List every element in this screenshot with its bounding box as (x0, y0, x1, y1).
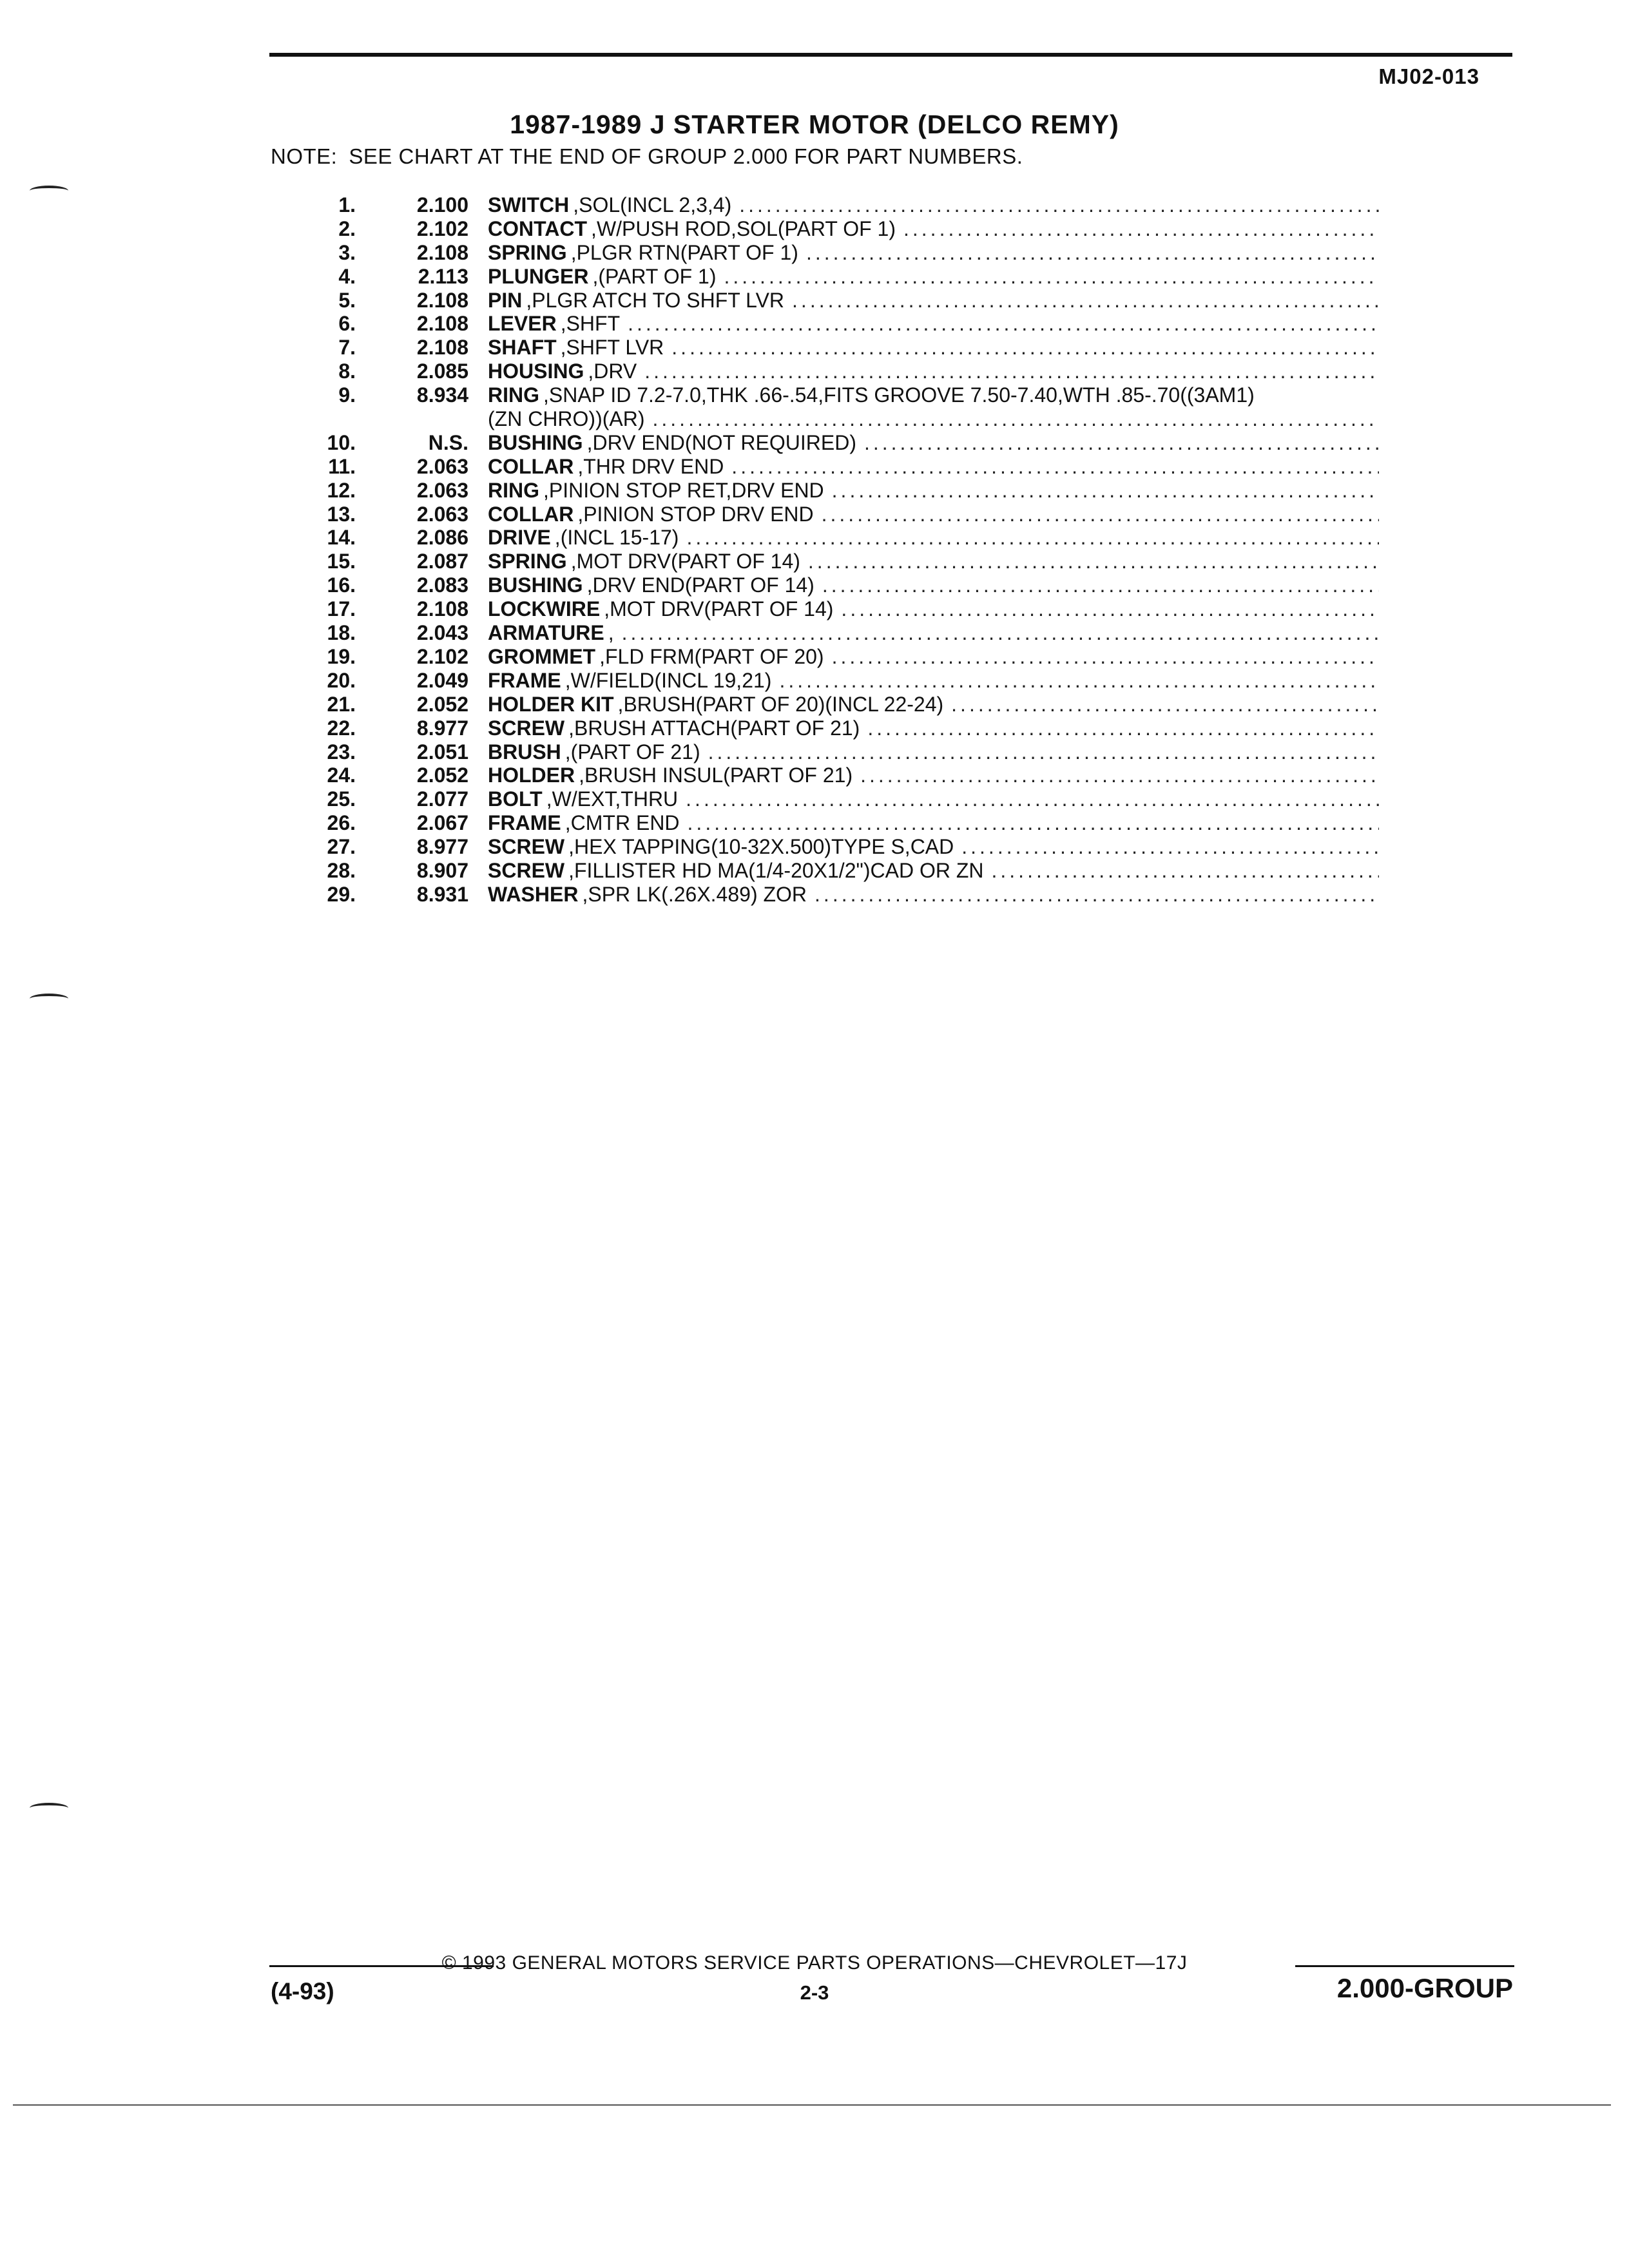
part-spec: ,SHFT LVR (560, 336, 664, 360)
group-number: 2.086 (416, 526, 468, 550)
dot-leader (731, 455, 1379, 479)
part-row (284, 312, 1379, 336)
group-number: 2.049 (416, 668, 468, 692)
dot-leader (832, 645, 1379, 669)
dot-leader (806, 241, 1379, 265)
dot-leader (808, 550, 1379, 573)
parts-list (284, 193, 1379, 907)
part-number: 7. (338, 336, 356, 360)
group-number: 2.051 (416, 740, 468, 764)
part-spec: ,BRUSH(PART OF 20)(INCL 22-24) (617, 692, 944, 716)
part-row (284, 693, 1379, 716)
part-number: 17. (327, 597, 356, 621)
dot-leader (860, 764, 1379, 787)
part-spec: ,PLGR ATCH TO SHFT LVR (526, 288, 785, 312)
part-name: HOUSING (488, 360, 584, 383)
part-spec: ,BRUSH INSUL(PART OF 21) (579, 764, 853, 787)
part-row (284, 716, 1379, 740)
dot-leader (867, 716, 1379, 740)
part-spec: ,SNAP ID 7.2-7.0,THK .66-.54,FITS GROOVE 7.50-7.40,WTH .85-.70((3AM1) (543, 383, 1255, 407)
group-number: 2.108 (416, 240, 468, 264)
part-description (488, 431, 1379, 455)
dot-leader (961, 835, 1379, 859)
group-number: 2.063 (416, 478, 468, 502)
part-row (284, 550, 1379, 573)
dot-leader (671, 336, 1379, 360)
part-description (488, 716, 1379, 740)
part-row (284, 835, 1379, 859)
part-number: 3. (338, 240, 356, 264)
part-number: 10. (327, 430, 356, 454)
dot-leader (644, 360, 1379, 383)
group-number: 8.977 (416, 716, 468, 740)
group-number: 2.063 (416, 454, 468, 478)
part-name: HOLDER (488, 764, 575, 787)
part-row (284, 621, 1379, 645)
part-number: 9. (338, 383, 356, 407)
part-description (488, 740, 1379, 764)
part-description (488, 859, 1379, 883)
part-spec: ,MOT DRV(PART OF 14) (570, 550, 800, 573)
part-spec: ,SPR LK(.26X.489) ZOR (582, 882, 807, 906)
dot-leader (724, 265, 1379, 289)
part-number: 18. (327, 621, 356, 645)
part-number: 25. (327, 787, 356, 811)
dot-leader (992, 859, 1380, 883)
part-row (284, 503, 1379, 526)
part-spec: ,(PART OF 1) (592, 264, 717, 288)
part-number: 29. (327, 882, 356, 906)
page-bottom-rule (13, 2104, 1611, 2106)
part-name: DRIVE (488, 526, 551, 550)
dot-leader (822, 503, 1379, 526)
dot-leader (688, 811, 1379, 835)
part-number: 11. (328, 454, 356, 478)
part-description (488, 883, 1379, 907)
part-row (284, 455, 1379, 479)
group-number: 8.934 (416, 383, 468, 407)
part-spec: ,DRV END(NOT REQUIRED) (586, 430, 856, 454)
part-spec: ,SOL(INCL 2,3,4) (573, 193, 732, 216)
part-description (488, 336, 1379, 360)
part-description (488, 526, 1379, 550)
part-row (284, 645, 1379, 669)
part-name: LOCKWIRE (488, 597, 601, 621)
part-number: 24. (327, 764, 356, 787)
part-spec: ,W/FIELD(INCL 19,21) (564, 668, 772, 692)
group-number: 2.102 (416, 216, 468, 240)
part-number: 12. (327, 478, 356, 502)
part-description (488, 479, 1379, 503)
part-name: SPRING (488, 550, 567, 573)
part-number: 6. (338, 312, 356, 336)
part-spec: ,DRV END(PART OF 14) (586, 573, 815, 597)
part-spec: ,FLD FRM(PART OF 20) (599, 644, 824, 668)
part-row (284, 431, 1379, 455)
group-number: 2.085 (416, 360, 468, 383)
part-name: BOLT (488, 787, 543, 811)
part-name: RING (488, 478, 539, 502)
group-number: 2.043 (416, 621, 468, 645)
header-rule (269, 53, 1512, 57)
group-number: 2.100 (416, 193, 468, 216)
part-description (488, 811, 1379, 835)
part-row (284, 740, 1379, 764)
part-name: PLUNGER (488, 264, 589, 288)
document-code: MJ02-013 (1378, 64, 1480, 88)
part-spec: ,W/EXT,THRU (546, 787, 679, 811)
group-number: N.S. (428, 430, 468, 454)
part-number: 19. (327, 644, 356, 668)
part-spec: , (608, 621, 614, 645)
group-number: 2.063 (416, 502, 468, 526)
dot-leader (628, 312, 1379, 336)
part-number: 4. (338, 264, 356, 288)
group-number: 2.113 (418, 264, 468, 288)
part-number: 8. (338, 360, 356, 383)
part-description (488, 693, 1379, 716)
part-row (284, 787, 1379, 811)
part-description (488, 289, 1379, 312)
part-row (284, 479, 1379, 503)
dot-leader (622, 621, 1379, 645)
group-number: 8.907 (416, 858, 468, 882)
part-description (488, 621, 1379, 645)
part-name: HOLDER KIT (488, 692, 614, 716)
part-spec: ,(PART OF 21) (564, 740, 700, 764)
part-name: BUSHING (488, 430, 583, 454)
part-description (488, 455, 1379, 479)
dot-leader (864, 431, 1379, 455)
dot-leader (832, 479, 1379, 503)
note (271, 144, 1034, 169)
group-number: 8.977 (416, 835, 468, 859)
part-number: 23. (327, 740, 356, 764)
dot-leader (822, 573, 1379, 597)
group-number: 2.102 (416, 644, 468, 668)
dot-leader (903, 217, 1379, 241)
punch-hole-mark (30, 1803, 68, 1813)
part-spec: ,FILLISTER HD MA(1/4-20X1/2")CAD OR ZN (568, 858, 984, 882)
part-row (284, 336, 1379, 360)
part-name: COLLAR (488, 502, 574, 526)
part-name: LEVER (488, 312, 557, 336)
dot-leader (686, 526, 1379, 550)
part-row (284, 883, 1379, 907)
dot-leader (792, 289, 1379, 312)
part-number: 14. (327, 526, 356, 550)
part-description (488, 265, 1379, 289)
part-name: SCREW (488, 858, 565, 882)
part-description (488, 597, 1379, 621)
dot-leader (815, 883, 1379, 907)
part-row (284, 597, 1379, 621)
part-row (284, 241, 1379, 265)
part-name: SWITCH (488, 193, 570, 216)
part-number: 20. (327, 668, 356, 692)
part-number: 2. (338, 216, 356, 240)
part-name: SHAFT (488, 336, 557, 360)
dot-leader (951, 693, 1379, 716)
part-description (488, 645, 1379, 669)
part-name: BRUSH (488, 740, 561, 764)
part-row (284, 193, 1379, 217)
part-description (488, 383, 1379, 431)
part-number: 22. (327, 716, 356, 740)
punch-hole-mark (30, 186, 68, 196)
part-row (284, 859, 1379, 883)
part-name: GROMMET (488, 644, 596, 668)
dot-leader (739, 193, 1379, 217)
part-row (284, 811, 1379, 835)
part-description (488, 573, 1379, 597)
part-description (488, 312, 1379, 336)
part-name: SPRING (488, 240, 567, 264)
part-number: 16. (327, 573, 356, 597)
part-name: WASHER (488, 882, 579, 906)
part-spec: ,MOT DRV(PART OF 14) (604, 597, 834, 621)
part-spec: ,PINION STOP DRV END (577, 502, 814, 526)
part-row (284, 764, 1379, 787)
part-number: 28. (327, 858, 356, 882)
part-spec: ,W/PUSH ROD,SOL(PART OF 1) (591, 216, 896, 240)
part-spec: ,(INCL 15-17) (554, 526, 679, 550)
part-number: 5. (338, 288, 356, 312)
page-title: 1987-1989 J STARTER MOTOR (DELCO REMY) (510, 110, 1119, 139)
group-number: 2.108 (416, 597, 468, 621)
group-number: 2.108 (416, 288, 468, 312)
part-row (284, 526, 1379, 550)
part-description (488, 764, 1379, 787)
part-spec: ,THR DRV END (577, 454, 724, 478)
part-name: COLLAR (488, 454, 574, 478)
part-description (488, 835, 1379, 859)
group-number: 2.052 (416, 764, 468, 787)
part-row (284, 217, 1379, 241)
part-description (488, 669, 1379, 693)
group-number: 8.931 (416, 882, 468, 906)
part-name: SCREW (488, 835, 565, 859)
punch-hole-mark (30, 994, 68, 1004)
group-number: 2.083 (416, 573, 468, 597)
dot-leader (841, 597, 1379, 621)
revision-date: (4-93) (271, 1978, 334, 2004)
part-name: SCREW (488, 716, 565, 740)
part-spec: ,DRV (588, 360, 637, 383)
copyright-notice: © 1993 GENERAL MOTORS SERVICE PARTS OPERATIONS—CHEVROLET—17J (441, 1952, 1188, 1974)
part-row (284, 383, 1379, 431)
part-description (488, 550, 1379, 573)
part-number: 13. (327, 502, 356, 526)
group-number: 2.108 (416, 336, 468, 360)
note-label: NOTE: (271, 144, 338, 168)
part-number: 15. (327, 550, 356, 573)
group-number: 2.108 (416, 312, 468, 336)
part-description (488, 217, 1379, 241)
part-spec: ,PINION STOP RET,DRV END (543, 478, 824, 502)
part-name: RING (488, 383, 539, 407)
part-name: FRAME (488, 668, 561, 692)
dot-leader (779, 669, 1379, 693)
part-spec: ,BRUSH ATTACH(PART OF 21) (568, 716, 860, 740)
part-row (284, 573, 1379, 597)
part-number: 21. (327, 692, 356, 716)
group-number: 2.087 (416, 550, 468, 573)
group-label: 2.000-GROUP (1336, 1973, 1513, 2003)
dot-leader (653, 407, 1380, 431)
dot-leader (686, 787, 1379, 811)
part-name: PIN (488, 288, 523, 312)
part-description (488, 787, 1379, 811)
part-description (488, 360, 1379, 383)
part-row (284, 669, 1379, 693)
part-spec-continued: (ZN CHRO))(AR) (488, 407, 645, 431)
part-spec: ,PLGR RTN(PART OF 1) (570, 240, 798, 264)
note-text: SEE CHART AT THE END OF GROUP 2.000 FOR PART NUMBERS. (349, 144, 1023, 168)
part-description (488, 193, 1379, 217)
part-name: ARMATURE (488, 621, 604, 645)
part-name: BUSHING (488, 573, 583, 597)
part-row (284, 265, 1379, 289)
part-name: CONTACT (488, 216, 588, 240)
part-description (488, 503, 1379, 526)
page-number: 2-3 (800, 1981, 829, 2004)
part-spec: ,SHFT (560, 312, 621, 336)
part-description (488, 241, 1379, 265)
part-name: FRAME (488, 811, 561, 835)
part-spec: ,CMTR END (564, 811, 680, 835)
part-number: 27. (327, 835, 356, 859)
part-number: 26. (327, 811, 356, 835)
part-number: 1. (338, 193, 356, 216)
dot-leader (708, 740, 1379, 764)
part-row (284, 289, 1379, 312)
group-number: 2.067 (416, 811, 468, 835)
part-row (284, 360, 1379, 383)
group-number: 2.052 (416, 692, 468, 716)
part-spec: ,HEX TAPPING(10-32X.500)TYPE S,CAD (568, 835, 954, 859)
group-number: 2.077 (416, 787, 468, 811)
